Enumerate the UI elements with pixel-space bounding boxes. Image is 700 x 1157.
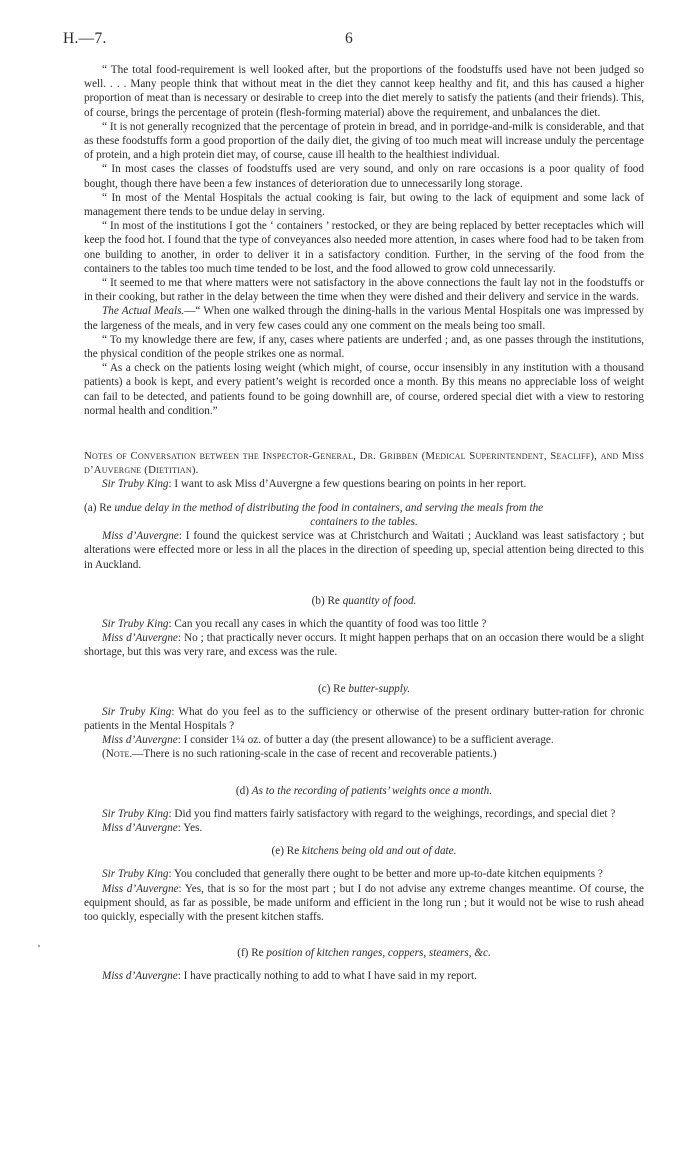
speech: : No ; that practically never occurs. It might happen perhaps that on an occasion there would be a slight shortage, but this was very rare, and excess was the rule. — [84, 632, 644, 659]
speech: : Can you recall any cases in which the quantity of food was too little ? — [168, 617, 487, 630]
speaker: Miss d’Auvergne — [102, 734, 178, 747]
note-label: Note. — [105, 748, 133, 761]
speech: : Yes, that is so for the most part ; but I do not advise any extreme changes meantime. Of course, the equipment should, as far as possible, be made uniform and efficient in the long run ; but it would not be wise to rush ahead too quickly, especially with the present kitchen staffs. — [84, 882, 644, 923]
section-e-line — [84, 882, 644, 925]
section-topic: butter-supply. — [348, 682, 411, 695]
speaker: Miss d’Auvergne — [102, 821, 178, 834]
speech: : You concluded that generally there ought to be better and more up-to-date kitchen equipments ? — [168, 868, 603, 881]
section-c-note — [84, 747, 644, 761]
paragraph-4: “ In most of the Mental Hospitals the actual cooking is fair, but owing to the lack of equipment and some lack of management there tends to be undue delay in serving. — [84, 191, 644, 219]
section-f-heading — [84, 946, 644, 960]
speaker: Miss d’Auvergne — [102, 882, 179, 895]
actual-meals-paragraph — [84, 304, 644, 332]
section-c-line — [84, 705, 644, 733]
section-label: (a) Re — [84, 501, 112, 514]
notes-heading: Notes of Conversation between the Inspector-General, Dr. Gribben (Medical Superintendent, Seacliff), and Miss d’Auvergne (Dietitian). — [84, 450, 644, 477]
paragraph-2: “ It is not generally recognized that the percentage of protein in bread, and in porridge-and-milk is considerable, and that as these foodstuffs form a good proportion of the daily diet, the giving of too much meat will increase unduly the percentage of protein, and a high protein diet may, of course, cause ill health to the healthiest individual. — [84, 120, 644, 162]
section-topic: position of kitchen ranges, coppers, steamers, &c. — [266, 947, 491, 960]
section-e-line — [84, 867, 644, 881]
section-b-heading — [84, 594, 644, 608]
section-label: (f) Re — [237, 947, 264, 960]
section-topic: kitchens being old and out of date. — [302, 845, 457, 858]
section-topic: quantity of food. — [342, 594, 417, 607]
section-topic-continued: containers to the tables. — [310, 515, 418, 528]
section-c-heading — [84, 682, 644, 696]
section-b-line — [84, 631, 644, 659]
section-topic: undue delay in the method of distributing the food in containers, and serving the meals from the — [114, 501, 544, 514]
paragraph-3: “ In most cases the classes of foodstuffs used are very sound, and only on rare occasions is a poor quality of food bought, though there have been a few instances of deterioration due to unnecessarily long storage. — [84, 163, 644, 190]
section-b-line — [84, 617, 644, 631]
note-open: ( — [102, 748, 106, 761]
section-d-heading — [84, 784, 644, 798]
section-d-line — [84, 821, 644, 835]
section-a-heading — [84, 501, 644, 529]
paragraph-7: “ To my knowledge there are few, if any, cases where patients are underfed ; and, as one passes through the institutions, the physical condition of the people strikes one as normal. — [84, 333, 644, 361]
section-label: (d) — [235, 784, 249, 797]
note-text: —There is no such rationing-scale in the case of recent and recoverable patients.) — [132, 748, 497, 761]
speaker: Miss d’Auvergne — [102, 970, 178, 983]
speech: : Yes. — [177, 821, 203, 834]
section-c-line — [84, 733, 644, 747]
margin-speck — [38, 945, 40, 947]
speaker: Sir Truby King — [102, 868, 169, 881]
speech: : Did you find matters fairly satisfactory with regard to the weighings, recordings, and special diet ? — [168, 807, 616, 820]
speaker: Sir Truby King — [102, 705, 172, 718]
speaker: Miss d’Auvergne — [102, 530, 179, 543]
section-topic: As to the recording of patients’ weights once a month. — [251, 784, 493, 797]
actual-meals-text: —“ When one walked through the dining-halls in the various Mental Hospitals one was impressed by the largeness of the meals, and in very few cases could any one comment on the meals being too small. — [84, 305, 644, 332]
speech: : I have practically nothing to add to what I have said in my report. — [177, 970, 477, 983]
speaker: Sir Truby King — [102, 478, 169, 491]
speech: : I want to ask Miss d’Auvergne a few questions bearing on points in her report. — [168, 478, 527, 491]
section-e-heading — [84, 844, 644, 858]
paragraph-1: “ The total food-requirement is well looked after, but the proportions of the foodstuffs used have not been judged so well. . . . Many people think that without meat in the diet they cannot keep healthy and fit, and this has caused a higher proportion of meat than is necessary or desirable to creep into the diet merely to satisfy the patients (and their friends). This, of course, brings the percentage of protein (flesh-forming material) above the requirement, and unbalances the diet. — [84, 64, 644, 119]
speaker: Sir Truby King — [102, 807, 169, 820]
section-label: (b) Re — [311, 594, 340, 607]
speech: : I consider 1¼ oz. of butter a day (the present allowance) to be a sufficient average. — [177, 734, 554, 747]
section-d-line — [84, 807, 644, 821]
section-f-line — [84, 969, 644, 983]
speaker: Miss d’Auvergne — [102, 632, 178, 645]
speaker: Sir Truby King — [102, 617, 169, 630]
intro-line — [84, 477, 644, 491]
section-label: (c) Re — [317, 682, 346, 695]
paragraph-5: “ In most of the institutions I got the ‘ containers ’ restocked, or they are being replaced by better receptacles which will keep the food hot. I found that the type of conveyances also needed more attention, in cases where food had to be taken from one building to another, in order to deliver it in a satisfactory condition. Further, in the serving of the food from the containers to the tables too much time tended to be lost, and the food allowed to grow cold unnecessarily. — [84, 220, 644, 275]
page-number: 6 — [345, 30, 353, 47]
document-reference: H.—7. — [63, 30, 107, 47]
document-body — [84, 63, 644, 984]
speech: : I found the quickest service was at Christchurch and Waitati ; Auckland was least satisfactory ; but alterations were effected more or less in all the places in the direction of speeding up, special attention being directed to this in Auckland. — [84, 530, 645, 571]
speech: : What do you feel as to the sufficiency or otherwise of the present ordinary butter-ration for chronic patients in the Mental Hospitals ? — [84, 705, 644, 732]
paragraph-6: “ It seemed to me that where matters were not satisfactory in the above connections the fault lay not in the foodstuffs or in their cooking, but rather in the delay between the time when they were dished and their delivery and service in the wards. — [84, 277, 644, 304]
paragraph-8: “ As a check on the patients losing weight (which might, of course, occur insensibly in any institution with a thousand patients) a book is kept, and every patient’s weight is recorded once a month. By this means no appreciable loss of weight can fail to be detected, and patients found to be going downhill are, of course, ordered special diet with a view to restoring normal health and condition.” — [84, 362, 644, 417]
section-a-line — [84, 529, 644, 572]
section-label: (e) Re — [271, 845, 300, 858]
actual-meals-title: The Actual Meals. — [102, 305, 185, 318]
